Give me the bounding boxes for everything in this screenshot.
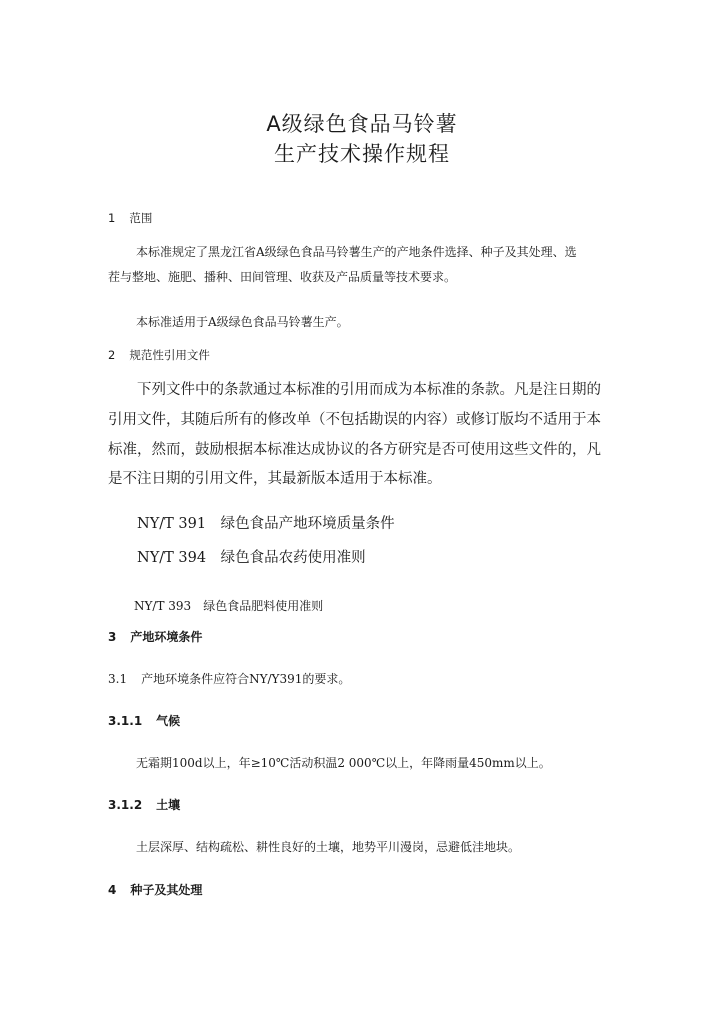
section-3-1-1-heading (108, 712, 180, 729)
section-2-title: 规范性引用文件 (129, 348, 210, 362)
section-2-paragraph-line3: 标准，然而，鼓励根据本标准达成协议的各方研究是否可使用这些文件的，凡 (108, 442, 601, 458)
section-2-heading (108, 347, 210, 363)
section-4-title: 种子及其处理 (130, 883, 203, 897)
section-4-heading (108, 881, 202, 898)
section-3-1-number: 3.1 (108, 672, 128, 686)
section-3-title: 产地环境条件 (130, 630, 203, 644)
reference-ny-t-394: NY/T 394 绿色食品农药使用准则 (137, 550, 366, 566)
section-3-1-text: 产地环境条件应符合NY/Y391的要求。 (141, 672, 351, 686)
section-1-heading (108, 210, 152, 226)
document-title-line1: A级绿色食品马铃薯 (266, 112, 458, 136)
section-3-1-1-title: 气候 (156, 714, 181, 728)
section-3-1-2-heading (108, 796, 180, 813)
section-1-title: 范围 (129, 211, 153, 225)
section-3-1-1-number: 3.1.1 (108, 714, 143, 728)
section-3-1-1-text: 无霜期100d以上，年≥10℃活动积温2 000℃以上，年降雨量450mm以上。 (136, 756, 551, 770)
section-3-1-2-title: 土壤 (156, 798, 181, 812)
document-title-line2: 生产技术操作规程 (274, 142, 450, 166)
section-2-paragraph-line2: 引用文件，其随后所有的修改单（不包括勘误的内容）或修订版均不适用于本 (108, 412, 601, 428)
section-4-number: 4 (108, 883, 117, 897)
section-2-number: 2 (108, 348, 116, 362)
section-1-paragraph-line2: 茬与整地、施肥、播种、田间管理、收获及产品质量等技术要求。 (108, 270, 457, 284)
section-2-paragraph-line4: 是不注日期的引用文件，其最新版本适用于本标准。 (108, 471, 442, 487)
section-1-number: 1 (108, 211, 116, 225)
section-3-1-line (108, 670, 350, 687)
reference-ny-t-393: NY/T 393 绿色食品肥料使用准则 (134, 599, 324, 613)
reference-ny-t-391: NY/T 391 绿色食品产地环境质量条件 (137, 516, 395, 532)
section-1-paragraph-line1: 本标准规定了黑龙江省A级绿色食品马铃薯生产的产地条件选择、种子及其处理、选 (136, 245, 577, 259)
section-1-scope-paragraph: 本标准适用于A级绿色食品马铃薯生产。 (136, 315, 349, 329)
section-3-heading (108, 628, 202, 645)
section-3-1-2-text: 土层深厚、结构疏松、耕性良好的土壤，地势平川漫岗，忌避低洼地块。 (136, 840, 521, 854)
section-2-paragraph-line1: 下列文件中的条款通过本标准的引用而成为本标准的条款。凡是注日期的 (137, 382, 601, 398)
section-3-1-2-number: 3.1.2 (108, 798, 143, 812)
section-3-number: 3 (108, 630, 117, 644)
